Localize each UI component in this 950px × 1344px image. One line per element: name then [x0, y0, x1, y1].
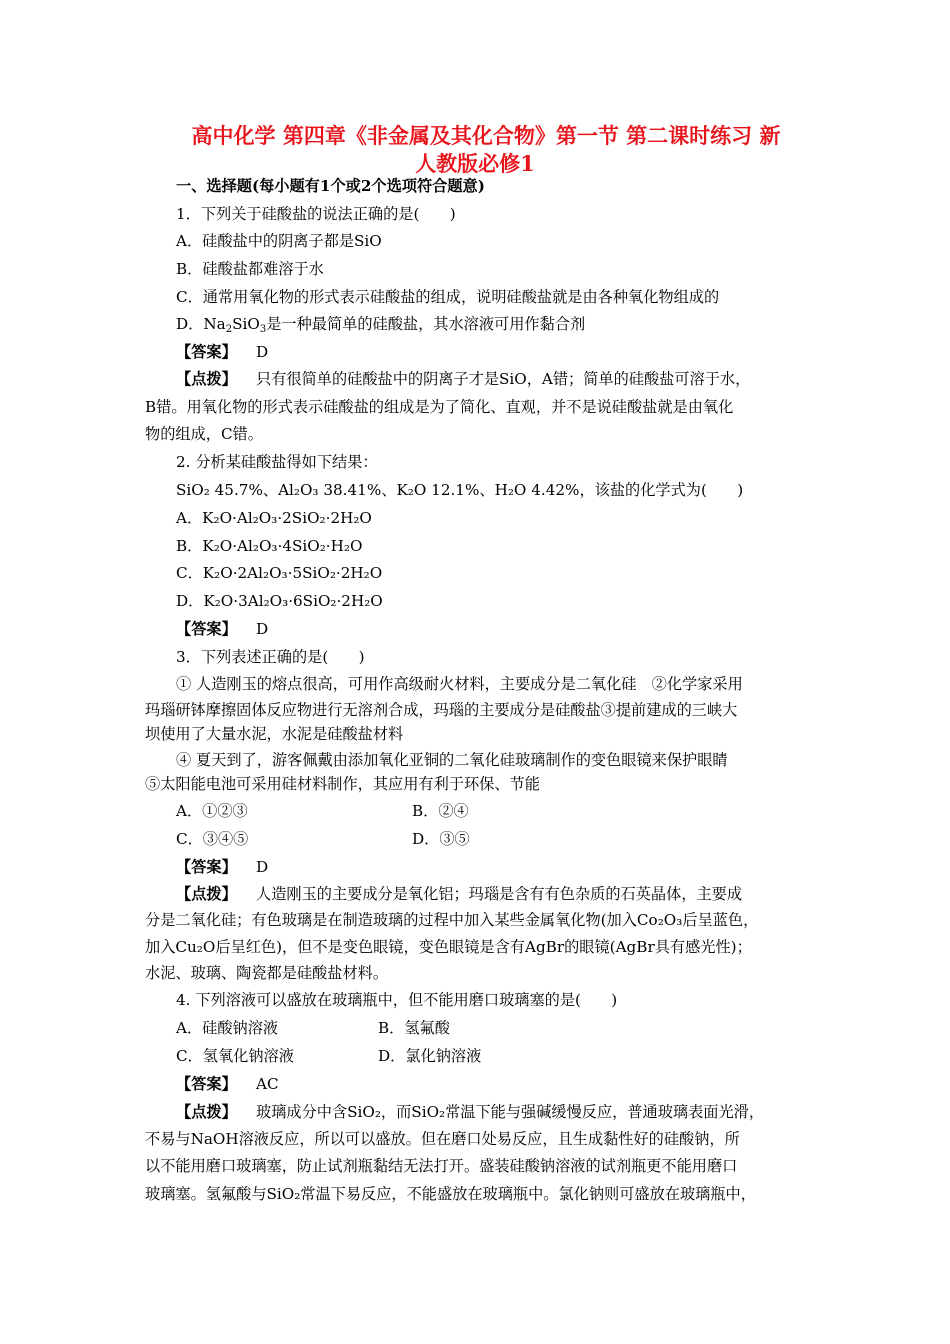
hint-label: 【点拨】 [176, 370, 237, 388]
document-title [0, 122, 950, 178]
title-line-2: 人教版必修1 [415, 151, 535, 176]
q1-hint-line-3: 物的组成，C错。 [145, 425, 263, 443]
q3-hint-line-3: 加入Cu₂O后呈红色)，但不是变色眼镜，变色眼镜是含有AgBr的眼镜(AgBr具有感光性)； [145, 938, 752, 956]
q4-option-d: D．氯化钠溶液 [378, 1047, 482, 1065]
q2-stem: 2. 分析某硅酸盐得如下结果： [176, 453, 378, 471]
q2-option-c: C．K₂O·2Al₂O₃·5SiO₂·2H₂O [176, 564, 383, 582]
q4-hint-line-2: 不易与NaOH溶液反应，所以可以盛放。但在磨口处易反应，且生成黏性好的硅酸钠，所 [145, 1130, 740, 1148]
q3-line-2: 玛瑙研钵摩擦固体反应物进行无溶剂合成，玛瑙的主要成分是硅酸盐③提前建成的三峡大 [145, 701, 738, 719]
answer-label: 【答案】 [176, 343, 237, 361]
q3-answer: D [256, 858, 269, 876]
q4-hint-line-3: 以不能用磨口玻璃塞，防止试剂瓶黏结无法打开。盛装硅酸钠溶液的试剂瓶更不能用磨口 [145, 1157, 738, 1175]
q3-line-5: ⑤太阳能电池可采用硅材料制作，其应用有利于环保、节能 [145, 775, 540, 793]
q1-option-b: B．硅酸盐都难溶于水 [176, 260, 324, 278]
q1-hint-line-1: 【点拨】 只有很简单的硅酸盐中的阴离子才是SiO，A错；简单的硅酸盐可溶于水， [176, 370, 751, 388]
q1-option-d-pre: D．Na [176, 315, 226, 333]
q3-option-a: A．①②③ [176, 802, 248, 820]
q4-options-row-1 [176, 1018, 848, 1038]
q4-stem: 4. 下列溶液可以盛放在玻璃瓶中，但不能用磨口玻璃塞的是( ) [176, 991, 618, 1009]
q3-option-c: C．③④⑤ [176, 830, 249, 848]
q3-stem: 3．下列表述正确的是( ) [176, 648, 365, 666]
q3-line-4: ④ 夏天到了，游客佩戴由添加氧化亚铜的二氧化硅玻璃制作的变色眼镜来保护眼睛 [176, 751, 728, 769]
q3-options-row-2 [176, 829, 848, 849]
q1-answer-row [176, 342, 848, 362]
q3-answer-row [176, 857, 848, 877]
q4-answer: AC [256, 1075, 279, 1093]
q1-stem: 1．下列关于硅酸盐的说法正确的是( ) [176, 205, 456, 223]
q2-data-line: SiO₂ 45.7%、Al₂O₃ 38.41%、K₂O 12.1%、H₂O 4.42%，该盐的化学式为( ) [176, 481, 744, 499]
q2-answer: D [256, 620, 269, 638]
q3-option-b: B．②④ [412, 802, 469, 820]
q1-option-d-post: 是一种最简单的硅酸盐，其水溶液可用作黏合剂 [266, 315, 586, 333]
q1-option-d-mid: SiO [232, 315, 260, 333]
q2-answer-row [176, 619, 848, 639]
q1-option-d: D．$Na_2SiO_3$是一种最简单的硅酸盐，其水溶液可用作黏合剂 [176, 315, 586, 335]
section-heading: 一、选择题(每小题有1个或2个选项符合题意) [176, 177, 485, 195]
answer-label: 【答案】 [176, 620, 237, 638]
q3-hint-line-2: 分是二氧化硅；有色玻璃是在制造玻璃的过程中加入某些金属氧化物(加入Co₂O₃后呈蓝色， [145, 911, 759, 929]
q4-option-c: C．氢氧化钠溶液 [176, 1047, 294, 1065]
hint-label: 【点拨】 [176, 885, 237, 903]
q1-option-c: C．通常用氧化物的形式表示硅酸盐的组成，说明硅酸盐就是由各种氧化物组成的 [176, 288, 720, 306]
q1-answer: D [256, 343, 269, 361]
q4-options-row-2 [176, 1046, 848, 1066]
title-line-1: 高中化学 第四章《非金属及其化合物》第一节 第二课时练习 新 [191, 123, 781, 148]
q3-hint-line-1: 【点拨】 人造刚玉的主要成分是氧化铝；玛瑙是含有有色杂质的石英晶体，主要成 [176, 885, 742, 903]
answer-label: 【答案】 [176, 1075, 237, 1093]
q4-answer-row [176, 1074, 848, 1094]
q2-option-b: B．K₂O·Al₂O₃·4SiO₂·H₂O [176, 537, 363, 555]
answer-label: 【答案】 [176, 858, 237, 876]
q1-hint-line-2: B错。用氧化物的形式表示硅酸盐的组成是为了简化、直观，并不是说硅酸盐就是由氧化 [145, 398, 734, 416]
q3-option-d: D．③⑤ [412, 830, 470, 848]
q4-option-a: A．硅酸钠溶液 [176, 1019, 279, 1037]
q3-line-3: 坝使用了大量水泥，水泥是硅酸盐材料 [145, 725, 404, 743]
q3-hint-line-4: 水泥、玻璃、陶瓷都是硅酸盐材料。 [145, 964, 388, 982]
q1-option-a: A．硅酸盐中的阴离子都是SiO [176, 232, 382, 250]
q4-option-b: B．氢氟酸 [378, 1019, 450, 1037]
q3-line-1: ① 人造刚玉的熔点很高，可用作高级耐火材料，主要成分是二氧化硅 ②化学家采用 [176, 675, 743, 693]
q4-hint-line-4: 玻璃塞。氢氟酸与SiO₂常温下易反应，不能盛放在玻璃瓶中。氯化钠则可盛放在玻璃瓶中， [145, 1185, 756, 1203]
q4-hint-line-1: 【点拨】 玻璃成分中含SiO₂，而SiO₂常温下能与强碱缓慢反应，普通玻璃表面光滑， [176, 1103, 765, 1121]
q3-options-row-1 [176, 801, 848, 821]
q2-option-d: D．K₂O·3Al₂O₃·6SiO₂·2H₂O [176, 592, 383, 610]
hint-label: 【点拨】 [176, 1103, 237, 1121]
q2-option-a: A．K₂O·Al₂O₃·2SiO₂·2H₂O [176, 509, 372, 527]
